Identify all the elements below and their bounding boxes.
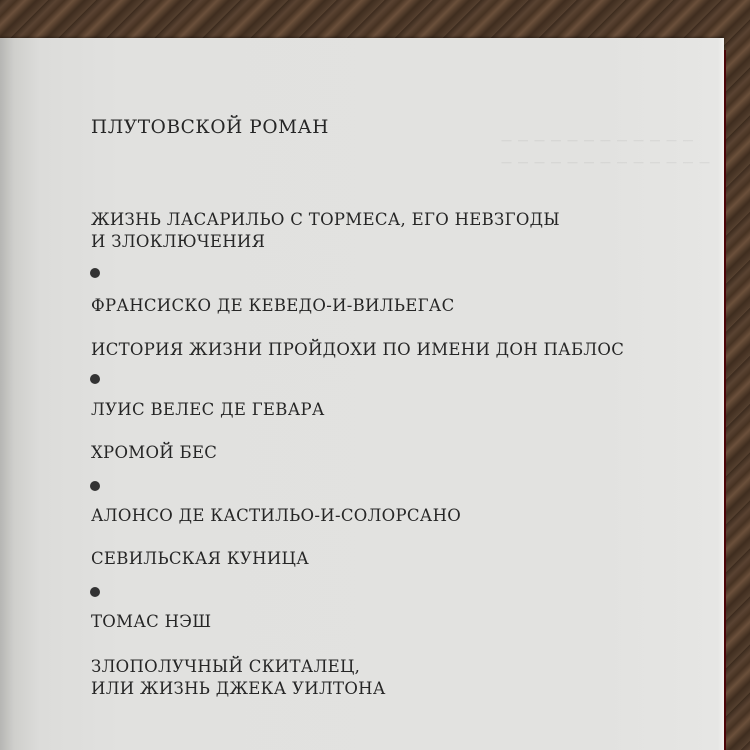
work-title-line: ЗЛОПОЛУЧНЫЙ СКИТАЛЕЦ, [91,657,361,676]
separator-bullet-icon [90,587,100,597]
author-name: ФРАНСИСКО ДЕ КЕВЕДО-И-ВИЛЬЕГАС [91,296,455,315]
work-title-line: ИЛИ ЖИЗНЬ ДЖЕКА УИЛТОНА [91,679,386,698]
bleed-through-text: — — — — — — — — — — — — — [500,156,710,169]
author-name: АЛОНСО ДЕ КАСТИЛЬО-И-СОЛОРСАНО [91,506,462,525]
work-title: СЕВИЛЬСКАЯ КУНИЦА [91,549,309,568]
work-title-line: ЖИЗНЬ ЛАСАРИЛЬО С ТОРМЕСА, ЕГО НЕВЗГОДЫ [91,210,560,229]
separator-bullet-icon [90,374,100,384]
bleed-through-text: — — — — — — — — — — — — [500,134,694,147]
section-title: ПЛУТОВСКОЙ РОМАН [91,117,329,138]
work-title-line: И ЗЛОКЛЮЧЕНИЯ [91,232,266,251]
separator-bullet-icon [90,268,100,278]
work-title: ИСТОРИЯ ЖИЗНИ ПРОЙДОХИ ПО ИМЕНИ ДОН ПАБЛОС [91,340,625,359]
author-name: ЛУИС ВЕЛЕС ДЕ ГЕВАРА [91,400,325,419]
work-title: ХРОМОЙ БЕС [91,443,218,462]
separator-bullet-icon [90,481,100,491]
book-page [0,38,724,750]
author-name: ТОМАС НЭШ [91,612,212,631]
